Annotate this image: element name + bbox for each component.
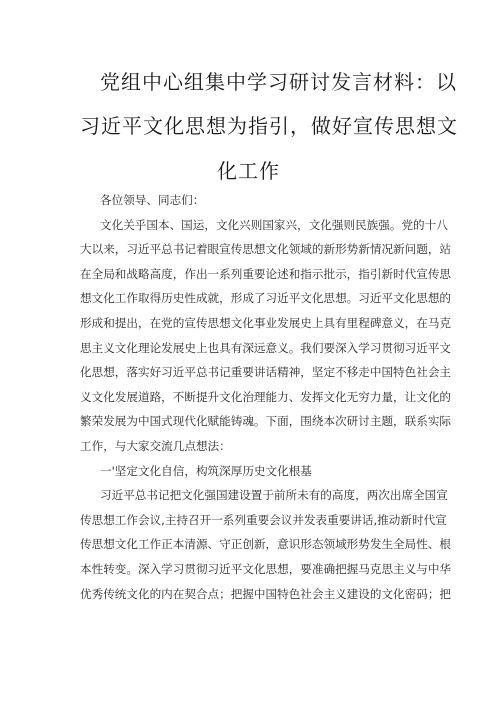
body-line: 思主义文化理论发展史上也具有深远意义。我们要深入学习贯彻习近平文 <box>80 340 452 355</box>
body-line: 义文化发展道路，不断提升文化治理能力、发挥文化无穷力量，让文化的 <box>80 389 452 404</box>
document-body <box>80 188 452 606</box>
salutation: 各位领导、同志们： <box>100 193 205 207</box>
body-line: 大以来，习近平总书记着眼宣传思想文化领域的新形势新情况新问题，站 <box>80 242 452 257</box>
body-line: 化思想，落实好习近平总书记重要讲话精神，坚定不移走中国特色社会主 <box>80 365 452 380</box>
body-line: 想文化工作取得历史性成就，形成了习近平文化思想。习近平文化思想的 <box>80 291 452 306</box>
document-title-line-2: 习近平文化思想为指引，做好宣传思想文 <box>80 114 458 138</box>
body-line: 传思想文化工作正本清源、守正创新，意识形态领域形势发生全局性、根 <box>80 537 452 552</box>
section-heading: 一'坚定文化自信，构筑深厚历史文化根基 <box>100 463 312 478</box>
body-line: 传思想工作会议,主持召开一系列重要会议并发表重要讲话,推动新时代宣 <box>80 512 447 527</box>
body-line: 本性转变。深入学习贯彻习近平文化思想，要准确把握马克思主义与中华 <box>80 561 452 576</box>
document-title-line-3: 化工作 <box>217 159 280 183</box>
document-title-line-1: 党组中心组集中学习研讨发言材料：以 <box>100 70 457 94</box>
body-line: 习近平总书记把文化强国建设置于前所未有的高度，两次出席全国宣 <box>100 488 448 503</box>
body-line: 优秀传统文化的内在契合点；把握中国特色社会主义建设的文化密码；把 <box>80 586 452 601</box>
body-line: 繁荣发展为中国式现代化赋能铸魂。下面，围绕本次研讨主题，联系实际 <box>80 414 452 429</box>
body-line: 文化关乎国本、国运，文化兴则国家兴，文化强则民族强。党的十八 <box>100 217 448 232</box>
body-line: 工作，与大家交流几点想法： <box>80 438 231 453</box>
body-line: 形成和提出，在党的宣传思想文化事业发展史上具有里程碑意义，在马克 <box>80 315 452 330</box>
body-line: 在全局和战略高度，作出一系列重要论述和指示批示，指引新时代宣传思 <box>80 266 452 281</box>
